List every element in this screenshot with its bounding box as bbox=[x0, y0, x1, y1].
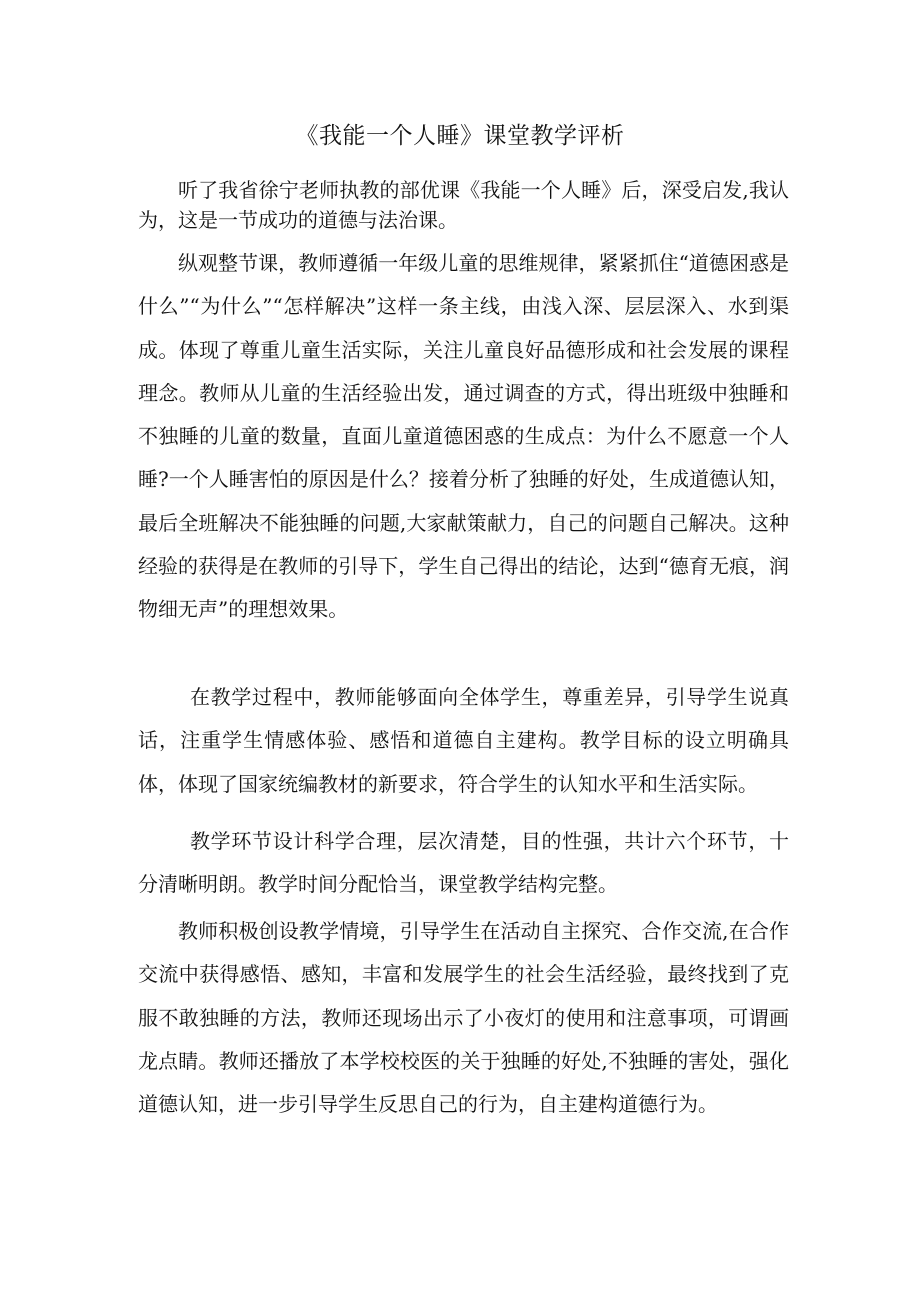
paragraph-teaching-process: 在教学过程中，教师能够面向全体学生，尊重差异，引导学生说真话，注重学生情感体验、感悟和道德自主建构。教学目标的设立明确具体，体现了国家统编教材的新要求，符合学生的认知水平和生活实际。 bbox=[138, 685, 789, 796]
paragraph-intro: 听了我省徐宁老师执教的部优课《我能一个人睡》后，深受启发,我认为，这是一节成功的道德与法治课。 bbox=[138, 178, 789, 232]
paragraph-overview: 纵观整节课，教师遵循一年级儿童的思维规律，紧紧抓住“道德困惑是什么”“为什么”“怎样解决”这样一条主线，由浅入深、层层深入、水到渠成。体现了尊重儿童生活实际，关注儿童良好品德形成和社会发展的课程理念。教师从儿童的生活经验出发，通过调查的方式，得出班级中独睡和不独睡的儿童的数量，直面儿童道德困惑的生成点：为什么不愿意一个人睡?一个人睡害怕的原因是什么？接着分析了独睡的好处，生成道德认知，最后全班解决不能独睡的问题,大家献策献力，自己的问题自己解决。这种经验的获得是在教师的引导下，学生自己得出的结论，达到“德育无痕，润物细无声”的理想效果。 bbox=[138, 251, 789, 622]
paragraph-teaching-situation: 教师积极创设教学情境，引导学生在活动自主探究、合作交流,在合作交流中获得感悟、感知，丰富和发展学生的社会生活经验，最终找到了克服不敢独睡的方法，教师还现场出示了小夜灯的使用和注意事项，可谓画龙点睛。教师还播放了本学校校医的关于独睡的好处,不独睡的害处，强化道德认知，进一步引导学生反思自己的行为，自主建构道德行为。 bbox=[138, 919, 789, 1117]
document-title: 《我能一个人睡》课堂教学评析 bbox=[295, 123, 625, 149]
paragraph-teaching-design: 教学环节设计科学合理，层次清楚，目的性强，共计六个环节，十分清晰明朗。教学时间分配恰当，课堂教学结构完整。 bbox=[138, 829, 789, 897]
